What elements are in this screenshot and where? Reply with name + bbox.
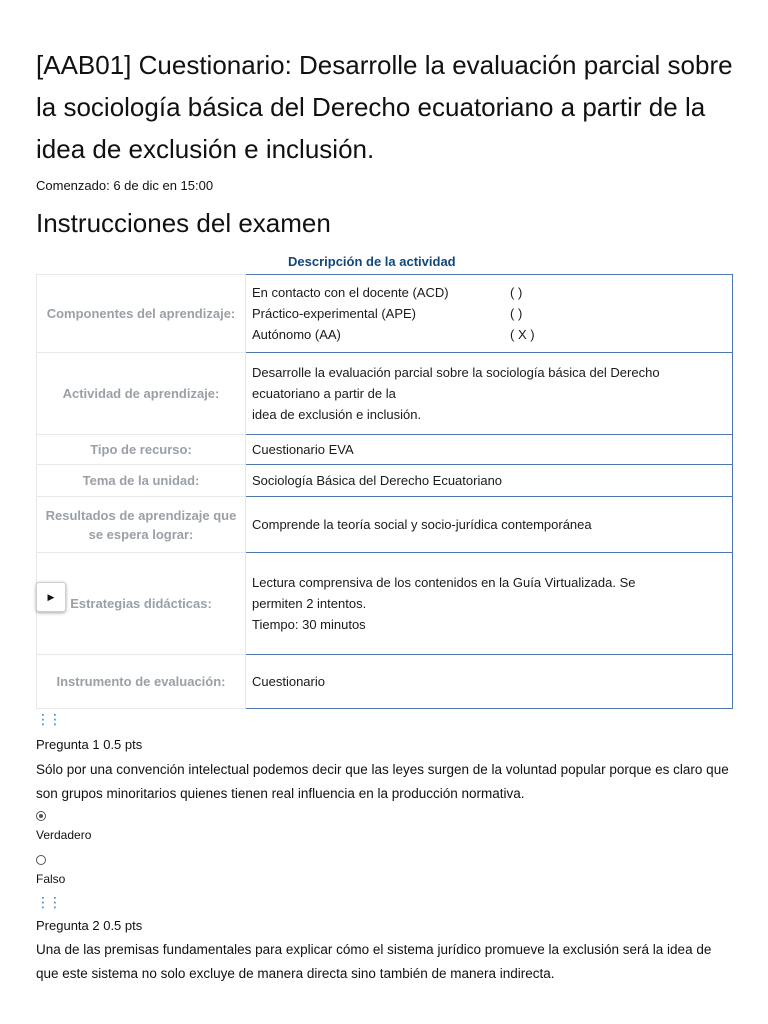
component-line: [252, 324, 726, 345]
activity-line: idea de exclusión e inclusión.: [252, 407, 422, 422]
components-label: Componentes del aprendizaje:: [37, 275, 246, 353]
question-text: Sólo por una convención intelectual podemos decir que las leyes surgen de la voluntad popular porque es claro que son grupos minoritarios quienes tienen real influencia en la producción normativa.: [36, 762, 729, 801]
activity-line: ecuatoriano a partir de la: [252, 386, 396, 401]
answer-label: Verdadero: [36, 828, 92, 842]
component-name: Práctico-experimental (APE): [252, 306, 416, 321]
drag-handle-icon[interactable]: ⋮⋮: [36, 711, 60, 727]
activity-description-heading: Descripción de la actividad: [288, 254, 456, 269]
activity-label: Actividad de aprendizaje:: [37, 353, 246, 435]
topic-value: Sociología Básica del Derecho Ecuatoriano: [246, 465, 733, 497]
table-row: [37, 353, 733, 435]
strategies-line: Tiempo: 30 minutos: [252, 617, 366, 632]
results-label: Resultados de aprendizaje que se espera lograr:: [37, 497, 246, 553]
strategies-label: Estrategias didácticas:: [37, 553, 246, 655]
instrument-label: Instrumento de evaluación:: [37, 655, 246, 709]
table-row: [37, 655, 733, 709]
drag-handle-icon[interactable]: ⋮⋮: [36, 894, 60, 910]
component-mark: ( X ): [510, 327, 535, 342]
table-row: [37, 275, 733, 353]
strategies-value: [246, 553, 733, 655]
play-button[interactable]: [36, 582, 66, 612]
quiz-title: [AAB01] Cuestionario: Desarrolle la evaluación parcial sobre la sociología básica del Derecho ecuatoriano a partir de la idea de exclusión e inclusión.: [36, 50, 733, 164]
table-row: [37, 435, 733, 465]
resource-label: Tipo de recurso:: [37, 435, 246, 465]
component-name: En contacto con el docente (ACD): [252, 285, 449, 300]
question-text: Una de las premisas fundamentales para explicar cómo el sistema jurídico promueve la exclusión será la idea de que este sistema no solo excluye de manera directa sino también de manera indirecta.: [36, 942, 712, 981]
resource-value: Cuestionario EVA: [246, 435, 733, 465]
components-value: [246, 275, 733, 353]
activity-value: [246, 353, 733, 435]
question-header: Pregunta 2 0.5 pts: [36, 918, 143, 933]
topic-label: Tema de la unidad:: [37, 465, 246, 497]
play-icon: ▶: [47, 591, 55, 602]
component-name: Autónomo (AA): [252, 327, 341, 342]
question-header: Pregunta 1 0.5 pts: [36, 737, 143, 752]
answer-label: Falso: [36, 872, 66, 886]
strategies-line: permiten 2 intentos.: [252, 596, 367, 611]
component-mark: ( ): [510, 306, 523, 321]
answer-radio-falso[interactable]: [36, 855, 46, 865]
answer-radio-verdadero[interactable]: [36, 811, 46, 821]
table-row: [37, 553, 733, 655]
results-value: Comprende la teoría social y socio-jurídica contemporánea: [246, 497, 733, 553]
started-timestamp: Comenzado: 6 de dic en 15:00: [36, 178, 214, 193]
activity-table: [36, 274, 733, 709]
component-line: [252, 303, 726, 324]
instrument-value: Cuestionario: [246, 655, 733, 709]
activity-line: Desarrolle la evaluación parcial sobre la sociología básica del Derecho: [252, 365, 660, 380]
table-row: [37, 497, 733, 553]
table-row: [37, 465, 733, 497]
component-line: [252, 282, 726, 303]
strategies-line: Lectura comprensiva de los contenidos en la Guía Virtualizada. Se: [252, 575, 636, 590]
instructions-heading: Instrucciones del examen: [36, 208, 331, 238]
component-mark: ( ): [510, 285, 523, 300]
